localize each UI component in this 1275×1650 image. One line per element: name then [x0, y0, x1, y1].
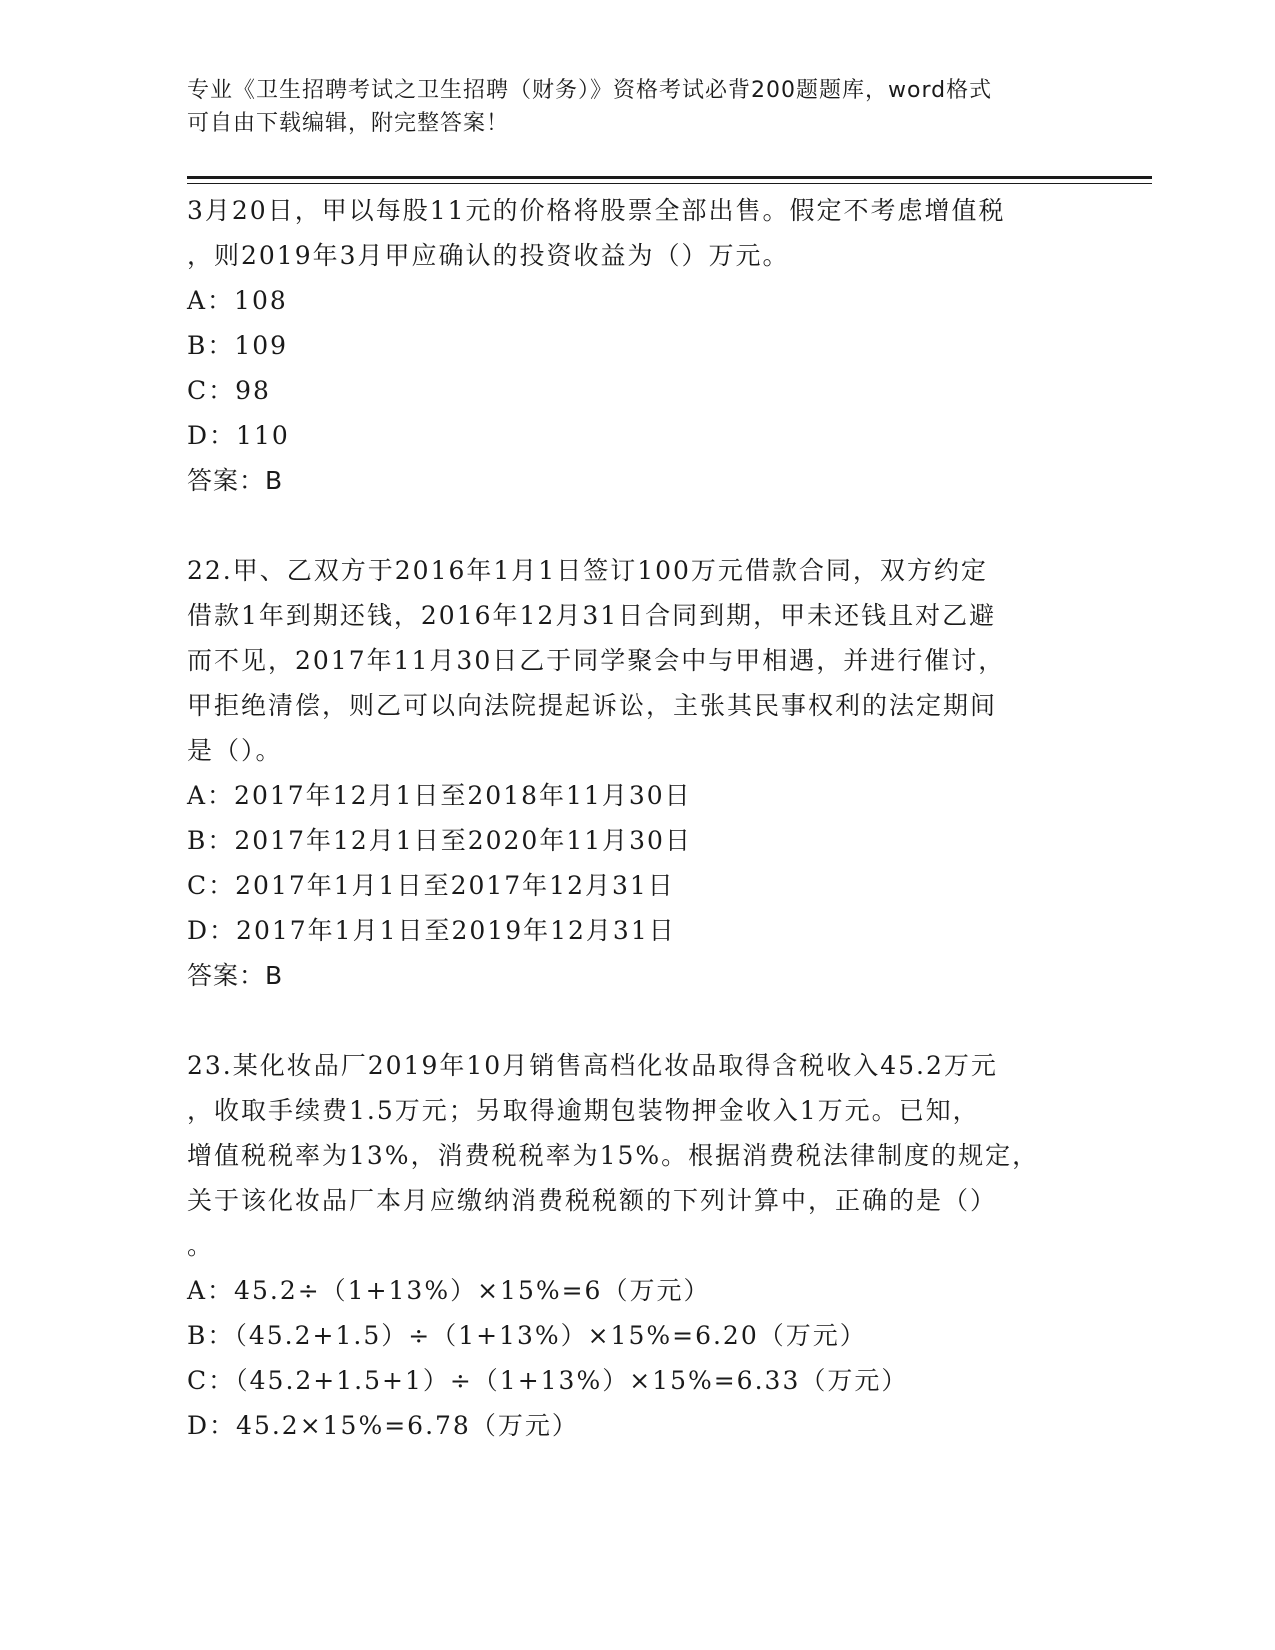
header-title-line-2: 可自由下载编辑，附完整答案！ [187, 111, 510, 136]
question-stem-line: 关于该化妆品厂本月应缴纳消费税税额的下列计算中，正确的是（） [187, 1186, 998, 1215]
option-d: D：2017年1月1日至2019年12月31日 [187, 916, 676, 945]
option-a: A：2017年12月1日至2018年11月30日 [187, 781, 692, 810]
question-stem-line: 而不见，2017年11月30日乙于同学聚会中与甲相遇，并进行催讨， [187, 646, 1006, 675]
header-divider-thin [187, 183, 1152, 184]
question-22 [187, 548, 1087, 998]
spacer [187, 998, 1087, 1043]
question-stem-line: 23.某化妆品厂2019年10月销售高档化妆品取得含税收入45.2万元 [187, 1051, 998, 1080]
option-c: C：（45.2+1.5+1）÷（1+13%）×15%=6.33（万元） [187, 1366, 909, 1395]
question-stem-line: 。 [187, 1231, 215, 1260]
header-divider-thick [187, 176, 1152, 179]
question-stem-line: 是（）。 [187, 736, 283, 765]
option-b: B：2017年12月1日至2020年11月30日 [187, 826, 692, 855]
option-d: D：110 [187, 421, 290, 450]
header-title-line-1: 专业《卫生招聘考试之卫生招聘（财务）》资格考试必背200题题库，word格式 [187, 78, 993, 103]
option-c: C：98 [187, 376, 271, 405]
option-a: A：108 [187, 286, 288, 315]
answer-text: 答案：B [187, 961, 284, 990]
question-stem-line: 甲拒绝清偿，则乙可以向法院提起诉讼，主张其民事权利的法定期间 [187, 691, 998, 720]
question-stem-line: ，收取手续费1.5万元；另取得逾期包装物押金收入1万元。已知， [187, 1096, 980, 1125]
question-stem-line: 增值税税率为13%，消费税税率为15%。根据消费税法律制度的规定， [187, 1141, 1040, 1170]
option-d: D：45.2×15%=6.78（万元） [187, 1411, 579, 1440]
question-stem-line: 3月20日，甲以每股11元的价格将股票全部出售。假定不考虑增值税 [187, 196, 1006, 225]
document-header [187, 74, 1067, 140]
question-21 [187, 188, 1087, 503]
option-c: C：2017年1月1日至2017年12月31日 [187, 871, 675, 900]
answer-text: 答案：B [187, 466, 284, 495]
question-stem-line: 借款1年到期还钱，2016年12月31日合同到期，甲未还钱且对乙避 [187, 601, 997, 630]
question-23 [187, 1043, 1087, 1448]
spacer [187, 503, 1087, 548]
question-stem-line: 22.甲、乙双方于2016年1月1日签订100万元借款合同，双方约定 [187, 556, 988, 585]
option-b: B：（45.2+1.5）÷（1+13%）×15%=6.20（万元） [187, 1321, 867, 1350]
document-body [187, 188, 1087, 1448]
option-b: B：109 [187, 331, 289, 360]
question-stem-line: ，则2019年3月甲应确认的投资收益为（）万元。 [187, 241, 790, 270]
option-a: A：45.2÷（1+13%）×15%=6（万元） [187, 1276, 711, 1305]
